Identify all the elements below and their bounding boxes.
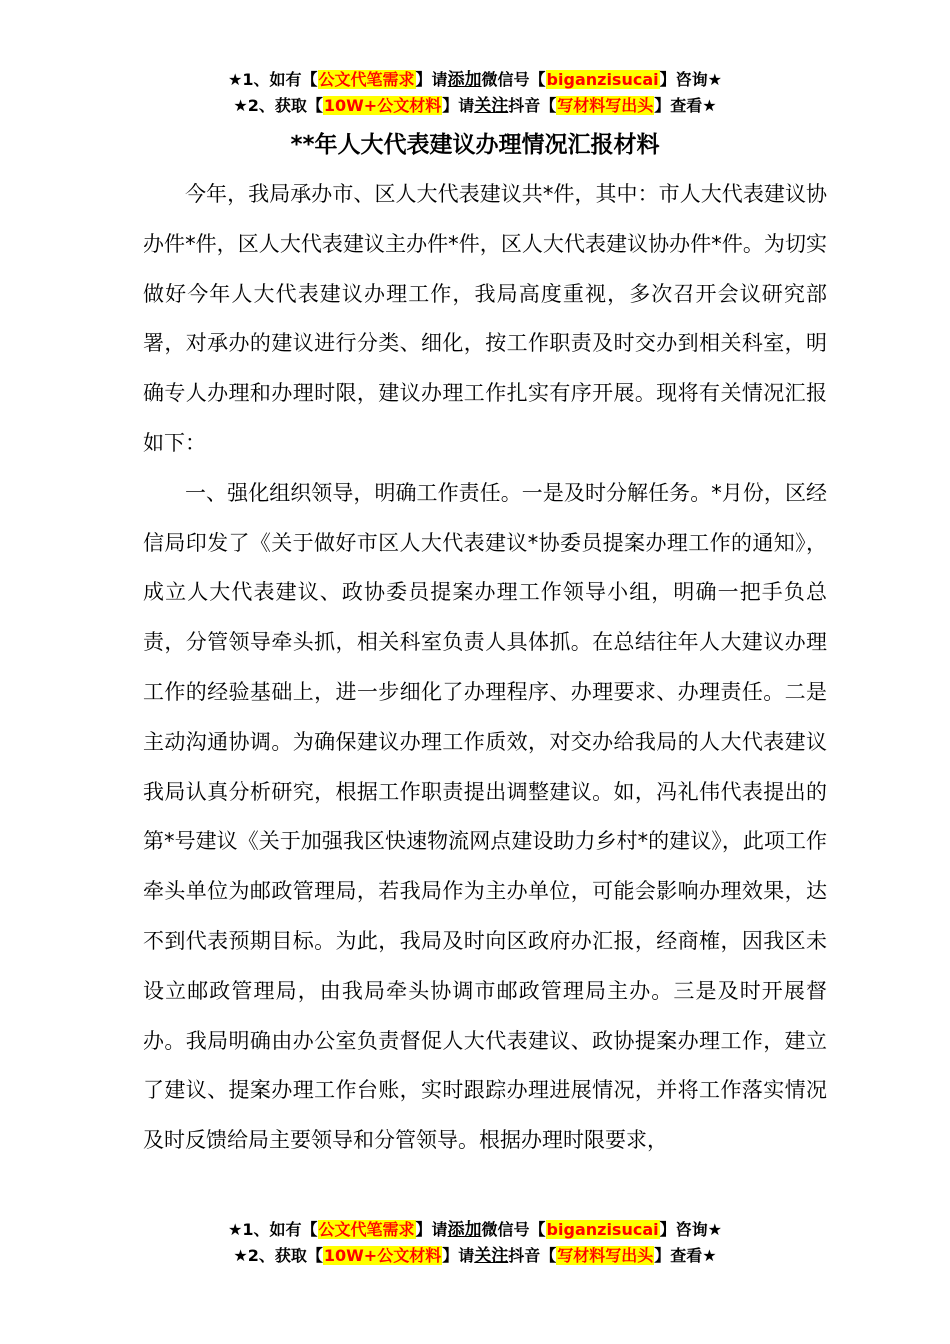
highlight-service: 公文代笔需求 <box>318 70 415 89</box>
underlined-text: 关注 <box>474 1246 509 1266</box>
promo-line-1 <box>0 67 950 93</box>
footer-promo-banner <box>0 1217 950 1269</box>
promo-text: ★1、如有【 <box>228 1220 318 1239</box>
promo-line-2 <box>0 93 950 119</box>
promo-text: 微信号【 <box>481 1220 546 1239</box>
promo-text: 】查看★ <box>654 1246 717 1265</box>
underlined-text: 添加 <box>447 1220 482 1240</box>
highlight-douyin-account: 写材料写出头 <box>557 1246 654 1265</box>
promo-text: 】咨询★ <box>659 70 722 89</box>
promo-text: 】请 <box>442 1246 475 1265</box>
paragraph-section-1: 一、强化组织领导，明确工作责任。一是及时分解任务。*月份，区经信局印发了《关于做好市区人大代表建议*协委员提案办理工作的通知》，成立人大代表建议、政协委员提案办理工作领导小组，明确一把手负总责，分管领导牵头抓，相关科室负责人具体抓。在总结往年人大建议办理工作的经验基础上，进一步细化了办理程序、办理要求、办理责任。二是主动沟通协调。为确保建议办理工作质效，对交办给我局的人大代表建议我局认真分析研究，根据工作职责提出调整建议。如，冯礼伟代表提出的第*号建议《关于加强我区快速物流网点建设助力乡村*的建议》，此项工作牵头单位为邮政管理局，若我局作为主办单位，可能会影响办理效果，达不到代表预期目标。为此，我局及时向区政府办汇报，经商榷，因我区未设立邮政管理局，由我局牵头协调市邮政管理局主办。三是及时开展督办。我局明确由办公室负责督促人大代表建议、政协提案办理工作，建立了建议、提案办理工作台账，实时跟踪办理进展情况，并将工作落实情况及时反馈给局主要领导和分管领导。根据办理时限要求， <box>143 480 827 1153</box>
promo-text: 抖音【 <box>508 1246 557 1265</box>
promo-line-2 <box>0 1243 950 1269</box>
highlight-materials: 10W+公文材料 <box>323 1246 442 1265</box>
document-title: **年人大代表建议办理情况汇报材料 <box>290 132 660 158</box>
promo-text: 微信号【 <box>481 70 546 89</box>
underlined-text: 关注 <box>474 96 509 116</box>
promo-text: 】请 <box>415 70 448 89</box>
promo-text: ★1、如有【 <box>228 70 318 89</box>
promo-text: 】请 <box>415 1220 448 1239</box>
promo-text: 】咨询★ <box>659 1220 722 1239</box>
promo-text: ★2、获取【 <box>233 1246 323 1265</box>
highlight-wechat-id: biganzisucai <box>546 70 659 89</box>
highlight-materials: 10W+公文材料 <box>323 96 442 115</box>
highlight-service: 公文代笔需求 <box>318 1220 415 1239</box>
promo-text: 】请 <box>442 96 475 115</box>
highlight-douyin-account: 写材料写出头 <box>557 96 654 115</box>
document-body <box>143 170 827 1166</box>
paragraph-intro: 今年，我局承办市、区人大代表建议共*件，其中：市人大代表建议协办件*件，区人大代表建议主办件*件，区人大代表建议协办件*件。为切实做好今年人大代表建议办理工作，我局高度重视，多次召开会议研究部署，对承办的建议进行分类、细化，按工作职责及时交办到相关科室，明确专人办理和办理时限，建议办理工作扎实有序开展。现将有关情况汇报如下： <box>143 182 827 455</box>
highlight-wechat-id: biganzisucai <box>546 1220 659 1239</box>
header-promo-banner <box>0 67 950 119</box>
promo-text: ★2、获取【 <box>233 96 323 115</box>
promo-line-1 <box>0 1217 950 1243</box>
promo-text: 】查看★ <box>654 96 717 115</box>
underlined-text: 添加 <box>447 70 482 90</box>
promo-text: 抖音【 <box>508 96 557 115</box>
